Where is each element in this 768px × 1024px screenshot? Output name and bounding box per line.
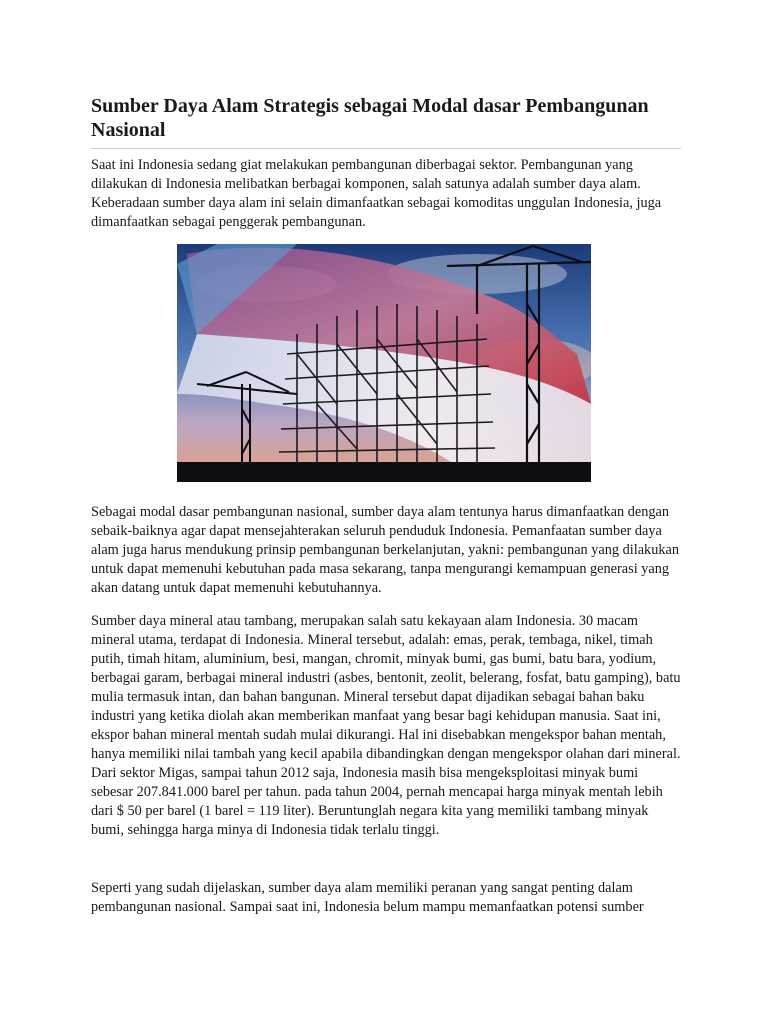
article-title: Sumber Daya Alam Strategis sebagai Modal dasar Pembangunan Nasional	[91, 94, 681, 149]
construction-flag-photo	[177, 244, 591, 482]
paragraph-mineral: Sumber daya mineral atau tambang, merupakan salah satu kekayaan alam Indonesia. 30 macam mineral utama, terdapat di Indonesia. Mineral tersebut, adalah: emas, perak, tembaga, nikel, timah putih, timah hitam, aluminium, besi, mangan, chromit, minyak bumi, gas bumi, batu bara, yodium, berbagai garam, berbagai mineral industri (asbes, bentonit, zeolit, belerang, fosfat, batu gamping), batu mulia termasuk intan, dan bahan bangunan. Mineral tersebut dapat dijadikan sebagai bahan baku industri yang ketika diolah akan memberikan manfaat yang besar bagi kehidupan manusia. Saat ini, ekspor bahan mineral mentah sudah mulai dikurangi. Hal ini disebabkan mengekspor bahan mentah, hanya memiliki nilai tambah yang kecil apabila dibandingkan dengan mengekspor olahan dari mineral. Dari sektor Migas, sampai tahun 2012 saja, Indonesia masih bisa mengeksploitasi minyak bumi sebesar 207.841.000 barel per tahun. pada tahun 2004, pernah mencapai harga minyak mentah lebih dari $ 50 per barel (1 barel = 119 liter). Beruntunglah negara kita yang memiliki tambang minyak bumi, sehingga harga minya di Indonesia tidak terlalu tinggi.	[91, 613, 681, 838]
paragraph-modal-dasar: Sebagai modal dasar pembangunan nasional, sumber daya alam tentunya harus dimanfaatkan dengan sebaik-baiknya agar dapat mensejahterakan seluruh penduduk Indonesia. Pemanfaatan sumber daya alam juga harus mendukung prinsip pembangunan berkelanjutan, yakni: pembangunan yang dilakukan untuk dapat memenuhi kebutuhan pada masa sekarang, tanpa mengurangi kemampuan generasi yang akan datang untuk dapat memenuhi kebutuhannya.	[91, 504, 680, 596]
paragraph-peranan: Seperti yang sudah dijelaskan, sumber daya alam memiliki peranan yang sangat penting dalam pembangunan nasional. Sampai saat ini, Indonesia belum mampu memanfaatkan potensi sumber	[91, 880, 644, 915]
article-image	[177, 244, 591, 482]
paragraph-intro: Saat ini Indonesia sedang giat melakukan pembangunan diberbagai sektor. Pembangunan yang dilakukan di Indonesia melibatkan berbagai komponen, salah satunya adalah sumber daya alam. Keberadaan sumber daya alam ini selain dimanfaatkan sebagai komoditas unggulan Indonesia, juga dimanfaatkan sebagai penggerak pembangunan.	[91, 157, 662, 230]
